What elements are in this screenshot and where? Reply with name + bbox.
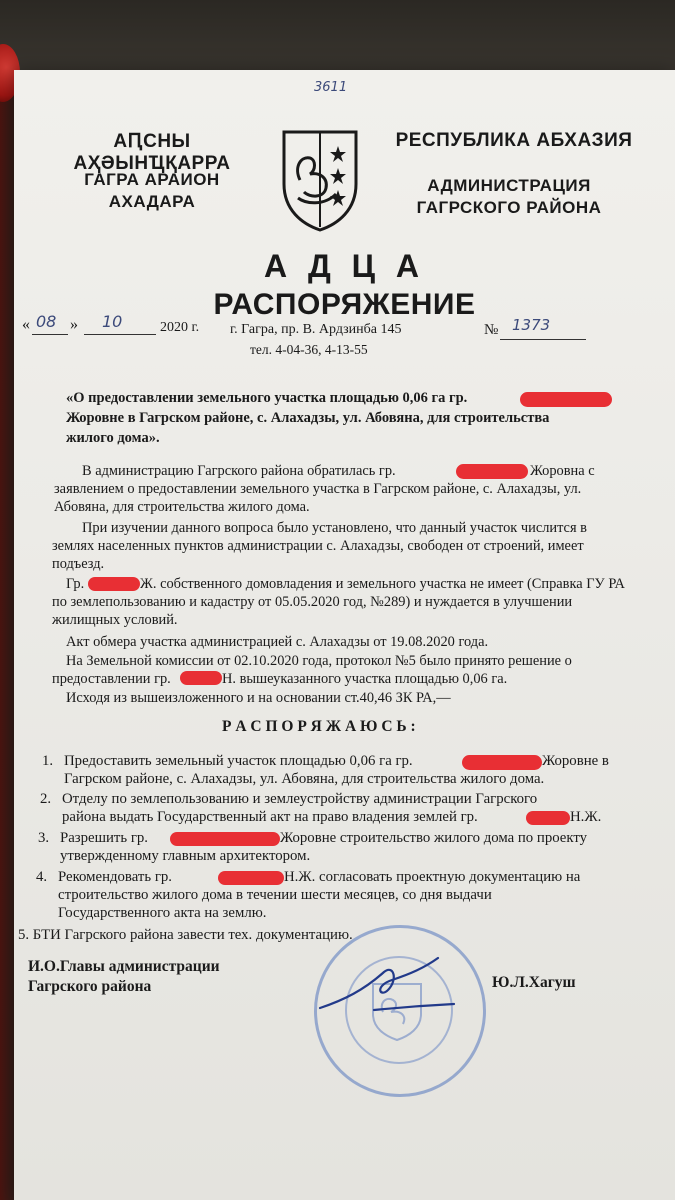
date-day: 08 [36,312,57,331]
p2-line3: подъезд. [52,556,105,572]
subject-line2: Жоровне в Гагрском районе, с. Алахадзы, ул. Абовяна, для строительства [66,410,550,426]
item1-line1-b: Жоровне в [542,753,609,769]
item3-line1-b: Жоровне строительство жилого дома по проекту [280,830,588,846]
item2-line2-a: района выдать Государственный акт на право владения землей гр. [62,809,478,825]
redaction-mark [218,871,284,885]
item4-line3: Государственного акта на землю. [58,905,267,921]
signature-name: Ю.Л.Хагуш [492,974,576,991]
item4-line1-a: Рекомендовать гр. [58,869,172,885]
redaction-mark [462,755,542,770]
subject-line3: жилого дома». [66,430,160,446]
date-year: 2020 г. [160,320,200,335]
number-value: 1373 [512,316,551,334]
header-left-line3: АХАДАРА [108,192,196,211]
redaction-mark [520,392,612,407]
title-russian: РАСПОРЯЖЕНИЕ [213,288,476,321]
header-right-line3: ГАГРСКОГО РАЙОНА [416,198,602,217]
header-right-line1: РЕСПУБЛИКА АБХАЗИЯ [395,130,633,151]
item5-line: 5. БТИ Гагрского района завести тех. документацию. [18,927,353,943]
item2-number: 2. [40,791,52,807]
p1-line1-b: Жоровна с [530,463,595,479]
date-quote-close: » [70,316,78,333]
handwritten-number: 3611 [314,80,348,95]
p2-line2: землях населенных пунктов администрации с. Алахадзы, свободен от строений, имеет [52,538,584,554]
p5-line2-a: предоставлении гр. [52,671,171,687]
date-month: 10 [102,312,123,331]
item1-number: 1. [42,753,54,769]
item2-line1: Отделу по землепользованию и землеустройству администрации Гагрского [62,791,538,807]
header-right-line2: АДМИНИСТРАЦИЯ [427,176,591,195]
coat-of-arms-icon [280,128,360,232]
item4-line2: строительство жилого дома в течении шести месяцев, со дня выдачи [58,887,492,903]
header-left-line1: АԤСНЫ АҲӘЫНҴҚАРРА [73,131,231,174]
item4-number: 4. [36,869,48,885]
item3-number: 3. [38,830,50,846]
item3-line2: утвержденному главным архитектором. [60,848,311,864]
p3-line1-a: Гр. [66,576,85,592]
item1-line2: Гагрском районе, с. Алахадзы, ул. Абовяна, для строительства жилого дома. [64,771,545,787]
p1-line1-a: В администрацию Гагрского района обратилась гр. [82,463,396,479]
p5-line1: На Земельной комиссии от 02.10.2020 года, протокол №5 было принято решение о [66,653,572,669]
background-surface [0,0,675,80]
p4: Акт обмера участка администрацией с. Алахадзы от 19.08.2020 года. [66,634,489,650]
item3-line1-a: Разрешить гр. [60,830,149,846]
item4-line1-b: Н.Ж. согласовать проектную документацию на [284,869,581,885]
date-month-underline [84,334,156,335]
number-label: № [484,322,499,338]
order-heading: Р А С П О Р Я Ж А Ю С Ь : [222,718,416,735]
title-abkhaz: А Д Ц А [263,248,426,284]
p5-line2-b: Н. вышеуказанного участка площадью 0,06 га. [222,671,508,687]
p3-line1-b: Ж. собственного домовладения и земельного участка не имеет (Справка ГУ РА [140,576,625,592]
p3-line3: жилищных условий. [52,612,178,628]
item1-line1-a: Предоставить земельный участок площадью 0,06 га гр. [64,753,413,769]
document-sheet [14,70,675,1200]
redaction-mark [526,811,570,825]
address-line1: г. Гагра, пр. В. Ардзинба 145 [230,322,402,337]
redaction-mark [456,464,528,479]
number-underline [500,339,586,340]
p2-line1: При изучении данного вопроса было установлено, что данный участок числится в [82,520,587,536]
address-line2: тел. 4-04-36, 4-13-55 [250,342,368,357]
redaction-mark [170,832,280,846]
redaction-mark [180,671,222,685]
signature-title-line2: Гагрского района [28,978,152,995]
item2-line2-b: Н.Ж. [570,809,602,825]
p1-line3: Абовяна, для строительства жилого дома. [54,499,310,515]
p1-line2: заявлением о предоставлении земельного участка в Гагрском районе, с. Алахадзы, ул. [54,481,582,497]
header-left-line2: ГАГРА АРАИОН [84,170,220,189]
signature-scribble [314,950,474,1020]
redaction-mark [88,577,140,591]
date-day-underline [32,334,68,335]
p6: Исходя из вышеизложенного и на основании ст.40,46 ЗК РА,— [66,690,451,706]
p3-line2: по землепользованию и кадастру от 05.05.2020 год, №289) и нуждается в улучшении [52,594,573,610]
subject-line1: «О предоставлении земельного участка площадью 0,06 га гр. [66,390,468,406]
date-quote-open: « [22,316,30,333]
signature-title-line1: И.О.Главы администрации [28,958,220,975]
